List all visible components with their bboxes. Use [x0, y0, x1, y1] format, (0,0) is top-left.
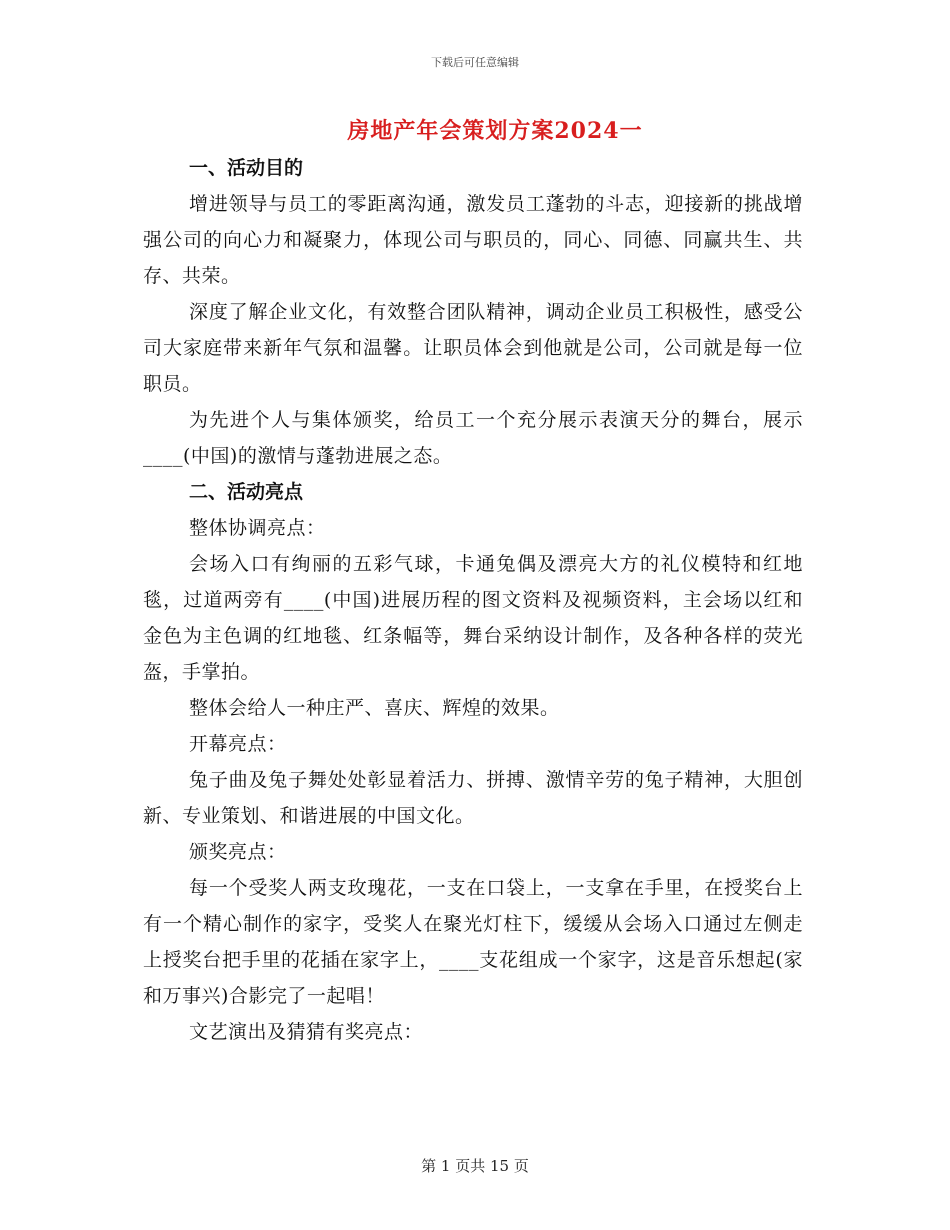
section-heading-highlights: 二、活动亮点 [189, 481, 304, 503]
subheading-overall: 整体协调亮点： [189, 517, 326, 539]
subheading-awards: 颁奖亮点： [189, 841, 287, 863]
paragraph: 增进领导与员工的零距离沟通，激发员工蓬勃的斗志，迎接新的挑战增强公司的向心力和凝聚力，体现公司与职员的，同心、同德、同赢共生、共存、共荣。 [143, 193, 803, 287]
paragraph: 会场入口有绚丽的五彩气球，卡通兔偶及漂亮大方的礼仪模特和红地毯，过道两旁有____(中国)进展历程的图文资料及视频资料，主会场以红和金色为主色调的红地毯、红条幅等，舞台采纳设计制作，及各种各样的荧光盔，手掌拍。 [143, 553, 803, 683]
document-body [143, 150, 803, 1050]
document-title: 房地产年会策划方案2024一 [347, 118, 643, 144]
paragraph: 兔子曲及兔子舞处处彰显着活力、拼搏、激情辛劳的兔子精神，大胆创新、专业策划、和谐进展的中国文化。 [143, 769, 803, 827]
paragraph: 每一个受奖人两支玫瑰花，一支在口袋上，一支拿在手里，在授奖台上有一个精心制作的家字，受奖人在聚光灯柱下，缓缓从会场入口通过左侧走上授奖台把手里的花插在家字上，____支花组成一个家字，这是音乐想起(家和万事兴)合影完了一起唱！ [143, 877, 803, 1007]
section-heading-purpose: 一、活动目的 [189, 157, 304, 179]
paragraph: 整体会给人一种庄严、喜庆、辉煌的效果。 [189, 697, 560, 719]
paragraph: 深度了解企业文化，有效整合团队精神，调动企业员工积极性，感受公司大家庭带来新年气氛和温馨。让职员体会到他就是公司，公司就是每一位职员。 [143, 301, 803, 395]
subheading-opening: 开幕亮点： [189, 733, 287, 755]
page-footer: 第 1 页共 15 页 [421, 1157, 529, 1175]
page-header-note: 下载后可任意编辑 [431, 56, 519, 69]
subheading-performance: 文艺演出及猜猜有奖亮点： [189, 1021, 424, 1043]
paragraph: 为先进个人与集体颁奖，给员工一个充分展示表演天分的舞台，展示____(中国)的激情与蓬勃进展之态。 [143, 409, 803, 467]
